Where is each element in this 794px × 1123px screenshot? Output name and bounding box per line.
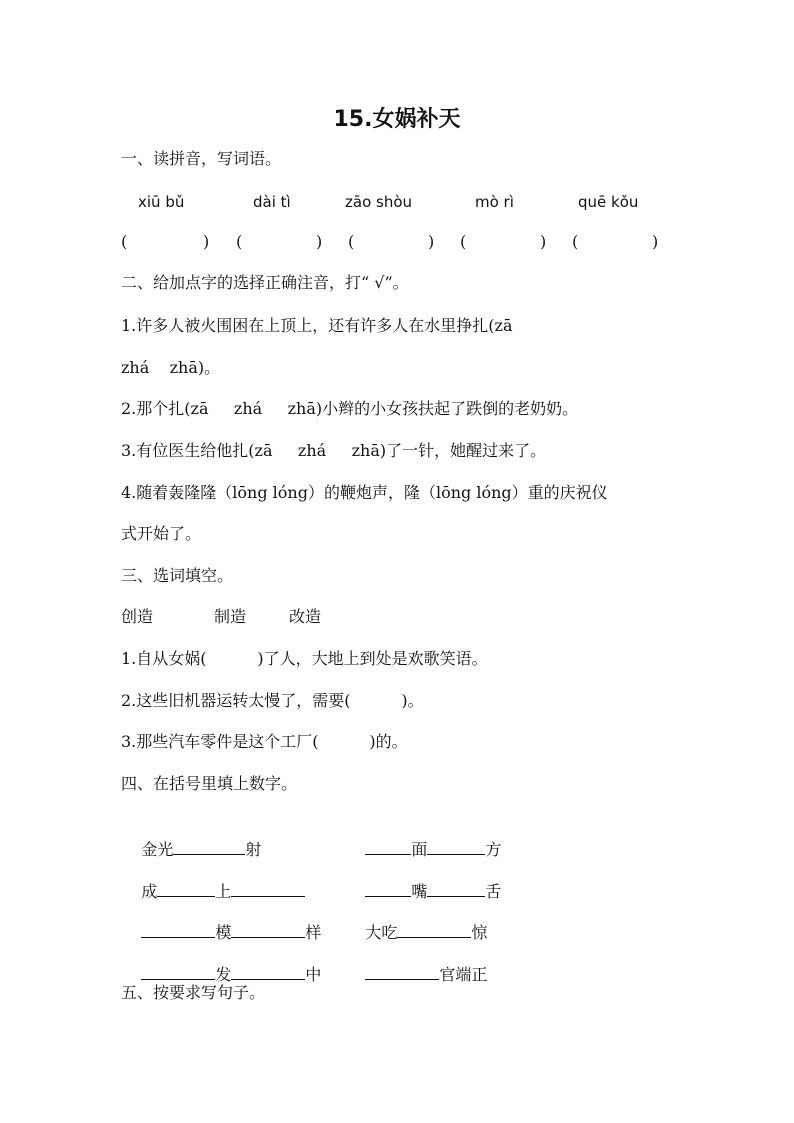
question-2-4-line-2: 式开始了。 — [121, 524, 202, 543]
fill-blank[interactable] — [427, 879, 485, 897]
idiom-text: 舌 — [485, 882, 502, 901]
word-option-2: 制造 — [214, 607, 247, 626]
answer-paren-close-5: ) — [652, 232, 659, 251]
word-option-3: 改造 — [289, 607, 322, 626]
answer-paren-close-2: ) — [316, 232, 323, 251]
pinyin-3: zāo shòu — [345, 193, 413, 211]
section-1-heading: 一、读拼音，写词语。 — [121, 149, 282, 168]
fill-blank[interactable] — [173, 837, 245, 855]
section-2-heading: 二、给加点字的选择正确注音，打“ √”。 — [121, 273, 409, 292]
fill-blank[interactable] — [231, 879, 305, 897]
answer-paren-open-4: ( — [460, 232, 467, 251]
answer-paren-open-3: ( — [348, 232, 355, 251]
pinyin-5: quē kǒu — [578, 193, 639, 211]
fill-blank[interactable] — [397, 920, 471, 938]
idiom-text: 中 — [305, 965, 322, 984]
question-2-1-line-1: 1.许多人被火围困在上顶上，还有许多人在水里挣扎(zā — [121, 316, 513, 335]
section-5-heading: 五、按要求写句子。 — [121, 983, 266, 1002]
question-2-4-line-1: 4.随着轰隆隆（lōng lóng）的鞭炮声，隆（lōng lóng）重的庆祝仪 — [121, 483, 608, 502]
word-option-1: 创造 — [121, 607, 154, 626]
idiom-text: 上 — [215, 882, 232, 901]
question-3-3: 3.那些汽车零件是这个工厂( )的。 — [121, 732, 408, 751]
fill-blank[interactable] — [365, 962, 439, 980]
idiom-text: 大吃 — [365, 923, 398, 942]
idiom-text: 模 — [215, 923, 232, 942]
question-2-2: 2.那个扎(zā zhá zhā)小辫的小女孩扶起了跌倒的老奶奶。 — [121, 399, 579, 418]
section-3-heading: 三、选词填空。 — [121, 566, 234, 585]
pinyin-4: mò rì — [475, 193, 514, 211]
section-4-heading: 四、在括号里填上数字。 — [121, 774, 298, 793]
answer-paren-close-3: ) — [428, 232, 435, 251]
pinyin-2: dài tì — [253, 193, 291, 211]
page-title: 15.女娲补天 — [333, 107, 461, 132]
idiom-text: 发 — [215, 965, 232, 984]
answer-paren-open-1: ( — [121, 232, 128, 251]
fill-blank[interactable] — [141, 962, 215, 980]
idiom-8 — [345, 940, 487, 1008]
idiom-text: 官端正 — [439, 965, 488, 984]
fill-blank[interactable] — [365, 837, 411, 855]
idiom-text: 嘴 — [411, 882, 428, 901]
fill-blank[interactable] — [427, 837, 485, 855]
idiom-text: 面 — [411, 840, 428, 859]
idiom-text: 样 — [305, 923, 322, 942]
question-2-1-line-2: zhá zhā)。 — [121, 358, 221, 377]
idiom-text: 金光 — [141, 840, 174, 859]
idiom-text: 惊 — [471, 923, 488, 942]
pinyin-1: xiū bǔ — [138, 193, 185, 211]
fill-blank[interactable] — [231, 962, 305, 980]
answer-paren-open-5: ( — [572, 232, 579, 251]
answer-paren-close-1: ) — [203, 232, 210, 251]
question-3-2: 2.这些旧机器运转太慢了，需要( )。 — [121, 691, 424, 710]
fill-blank[interactable] — [157, 879, 215, 897]
answer-paren-open-2: ( — [236, 232, 243, 251]
fill-blank[interactable] — [231, 920, 305, 938]
idiom-text: 成 — [141, 882, 158, 901]
idiom-text: 射 — [245, 840, 262, 859]
fill-blank[interactable] — [141, 920, 215, 938]
idiom-text: 方 — [485, 840, 502, 859]
fill-blank[interactable] — [365, 879, 411, 897]
answer-paren-close-4: ) — [540, 232, 547, 251]
question-3-1: 1.自从女娲( )了人，大地上到处是欢歌笑语。 — [121, 649, 488, 668]
question-2-3: 3.有位医生给他扎(zā zhá zhā)了一针，她醒过来了。 — [121, 441, 547, 460]
